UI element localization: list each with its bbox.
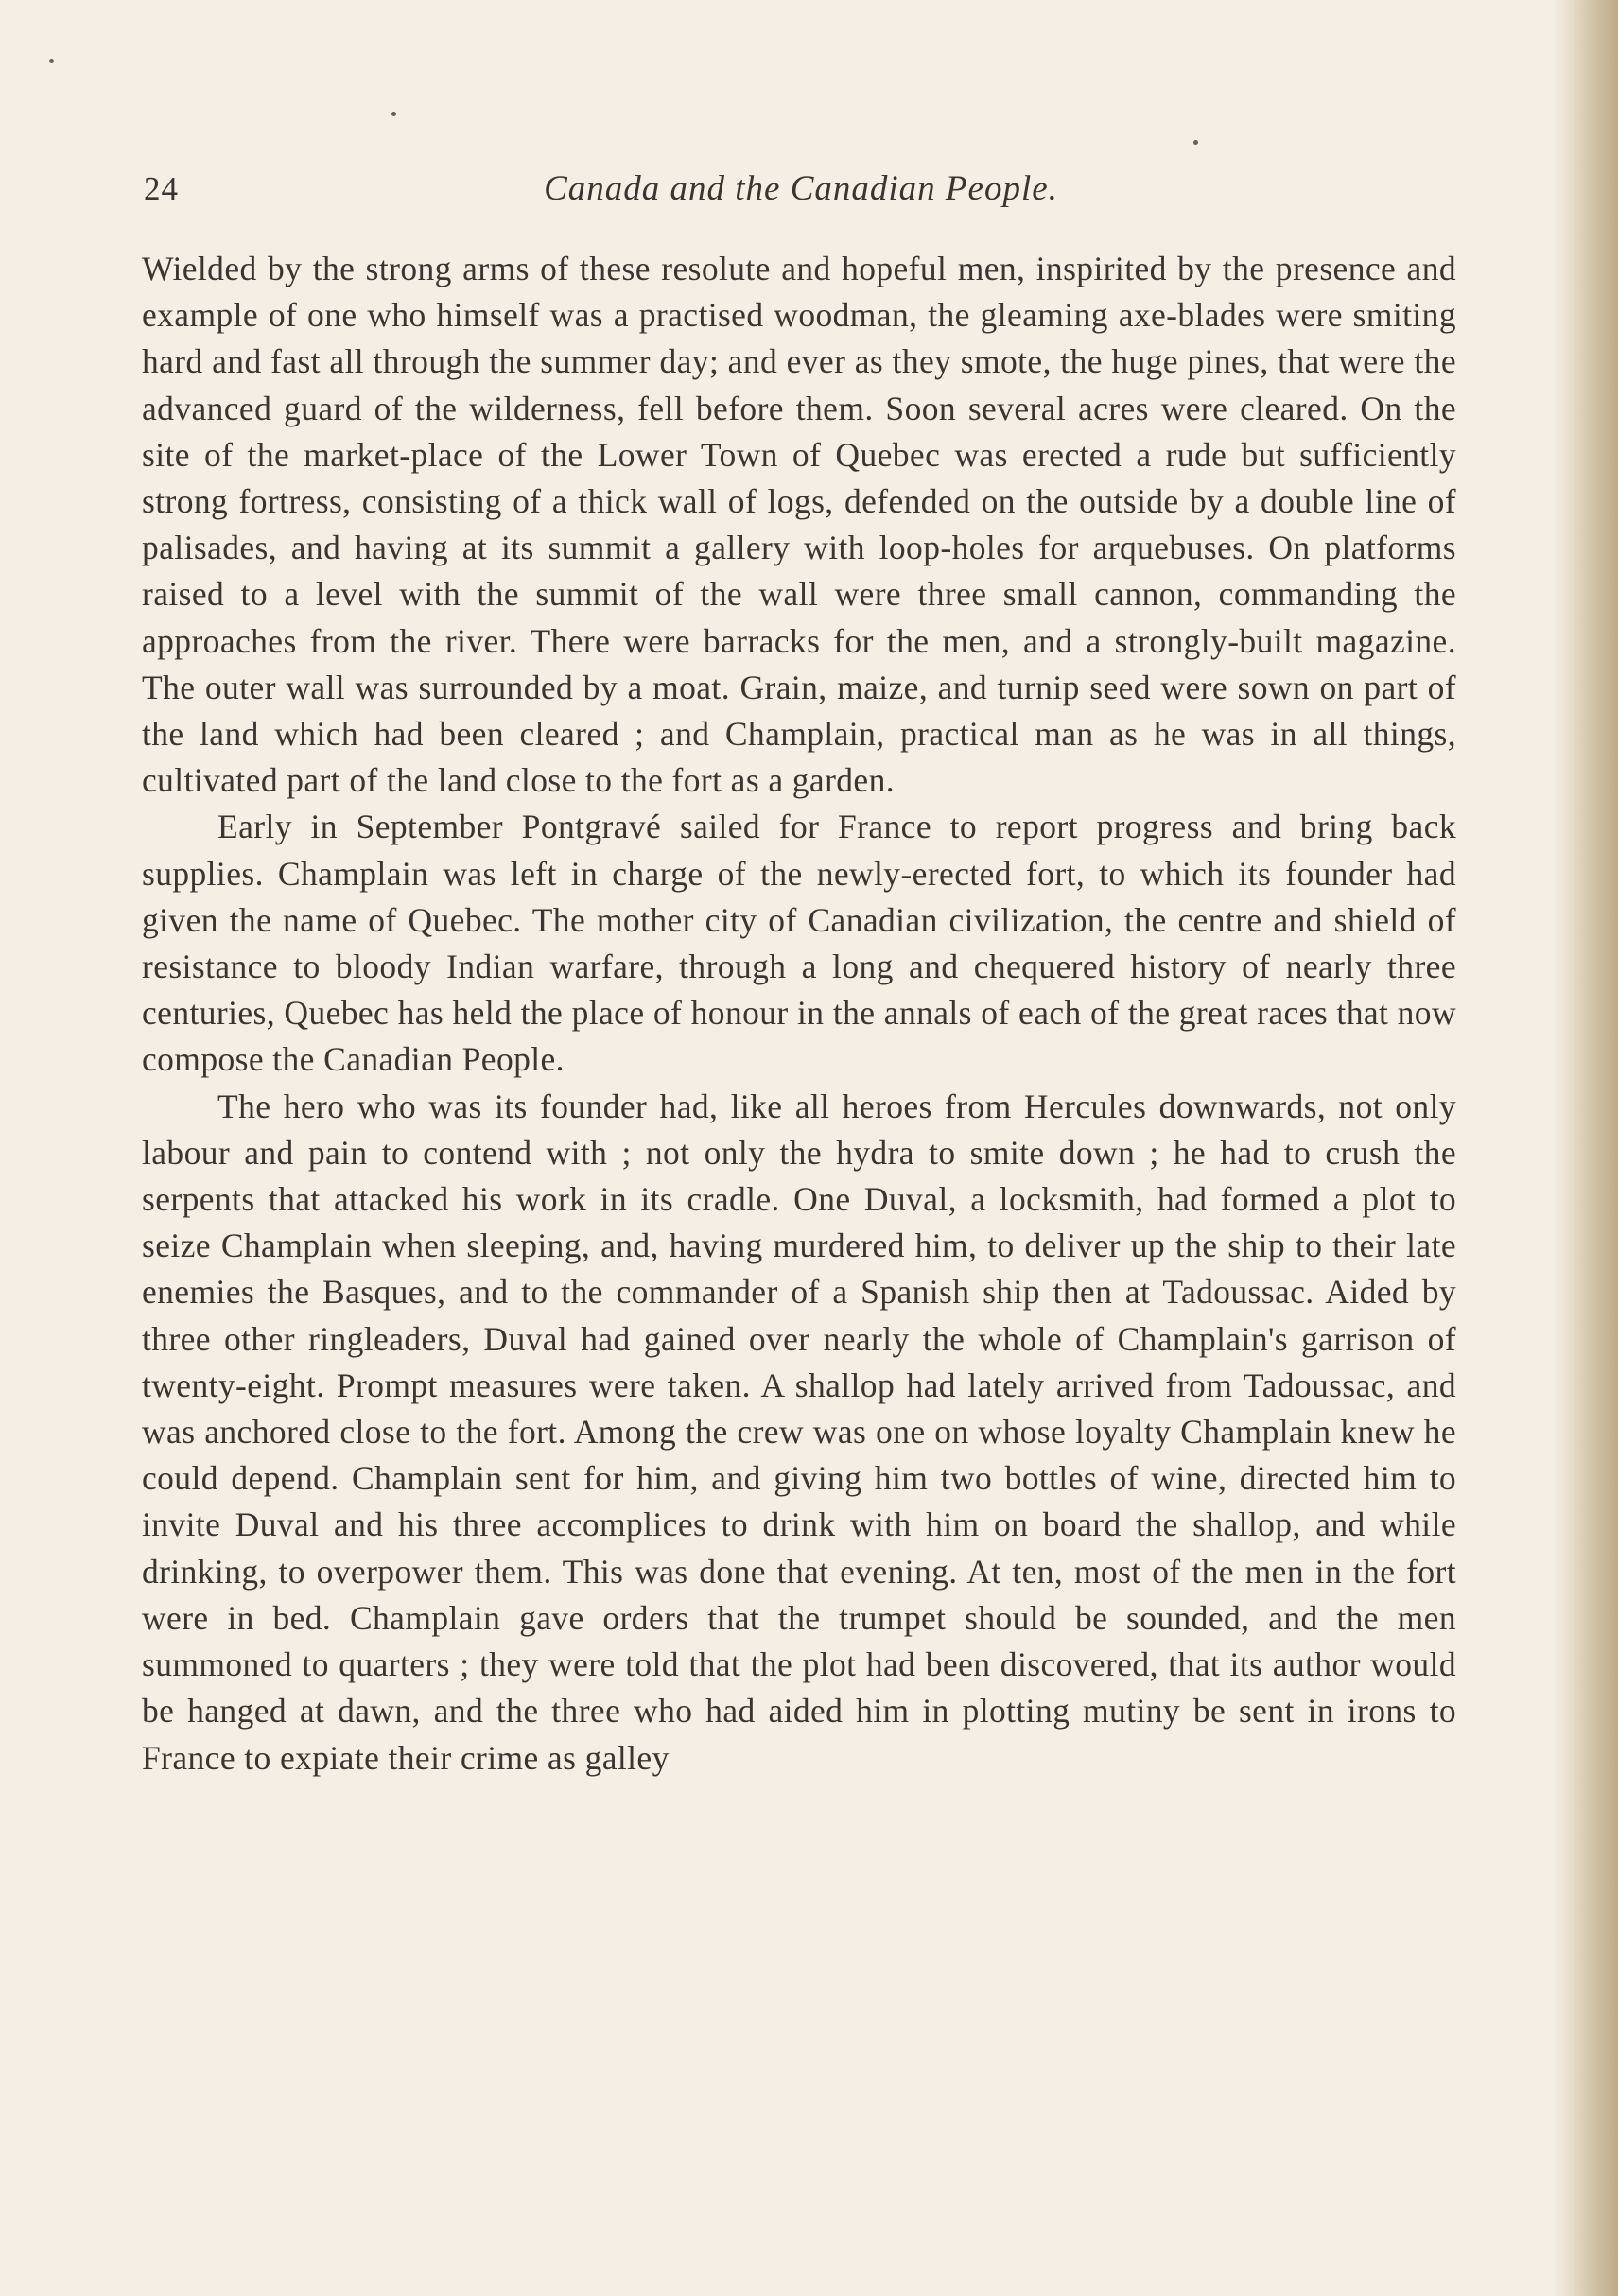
print-speck	[1193, 140, 1198, 145]
paragraph-1: Wielded by the strong arms of these resolute and hopeful men, inspirited by the presence and example of one who himself was a practised woodman, the gleaming axe-blades were smiting hard and fast all through the summer day; and ever as they smote, the huge pines, that were the advanced guard of the wilderness, fell before them. Soon several acres were cleared. On the site of the market-place of the Lower Town of Quebec was erected a rude but sufficiently strong fortress, consisting of a thick wall of logs, defended on the outside by a double line of palisades, and having at its summit a gallery with loop-holes for arquebuses. On platforms raised to a level with the summit of the wall were three small cannon, commanding the approaches from the river. There were barracks for the men, and a strongly-built magazine. The outer wall was surrounded by a moat. Grain, maize, and turnip seed were sown on part of the land which had been cleared ; and Champlain, practical man as he was in all things, cultivated part of the land close to the fort as a garden.	[142, 250, 1456, 800]
print-speck	[49, 59, 54, 63]
page-number: 24	[144, 170, 179, 207]
body-text	[142, 246, 1456, 1782]
running-title: Canada and the Canadian People.	[544, 169, 1058, 208]
paragraph-3: The hero who was its founder had, like all heroes from Hercules downwards, not only labour and pain to contend with ; not only the hydra to smite down ; he had to crush the serpents that attacked his work in its cradle. One Duval, a locksmith, had formed a plot to seize Champlain when sleeping, and, having murdered him, to deliver up the ship to their late enemies the Basques, and to the commander of a Spanish ship then at Tadoussac. Aided by three other ringleaders, Duval had gained over nearly the whole of Champlain's garrison of twenty-eight. Prompt measures were taken. A shallop had lately arrived from Tadoussac, and was anchored close to the fort. Among the crew was one on whose loyalty Champlain knew he could depend. Champlain sent for him, and giving him two bottles of wine, directed him to invite Duval and his three accomplices to drink with him on board the shallop, and while drinking, to overpower them. This was done that evening. At ten, most of the men in the fort were in bed. Champlain gave orders that the trumpet should be sounded, and the men summoned to quarters ; they were told that the plot had been discovered, that its author would be hanged at dawn, and the three who had aided him in plotting mutiny be sent in irons to France to expiate their crime as galley	[142, 1087, 1456, 1777]
paragraph-2: Early in September Pontgravé sailed for France to report progress and bring back supplies. Champlain was left in charge of the newly-erected fort, to which its founder had given the name of Quebec. The mother city of Canadian civilization, the centre and shield of resistance to bloody Indian warfare, through a long and chequered history of nearly three centuries, Quebec has held the place of honour in the annals of each of the great races that now compose the Canadian People.	[142, 808, 1456, 1079]
running-head	[144, 161, 1458, 217]
binding-shadow	[1561, 0, 1618, 2296]
print-speck	[391, 112, 396, 116]
